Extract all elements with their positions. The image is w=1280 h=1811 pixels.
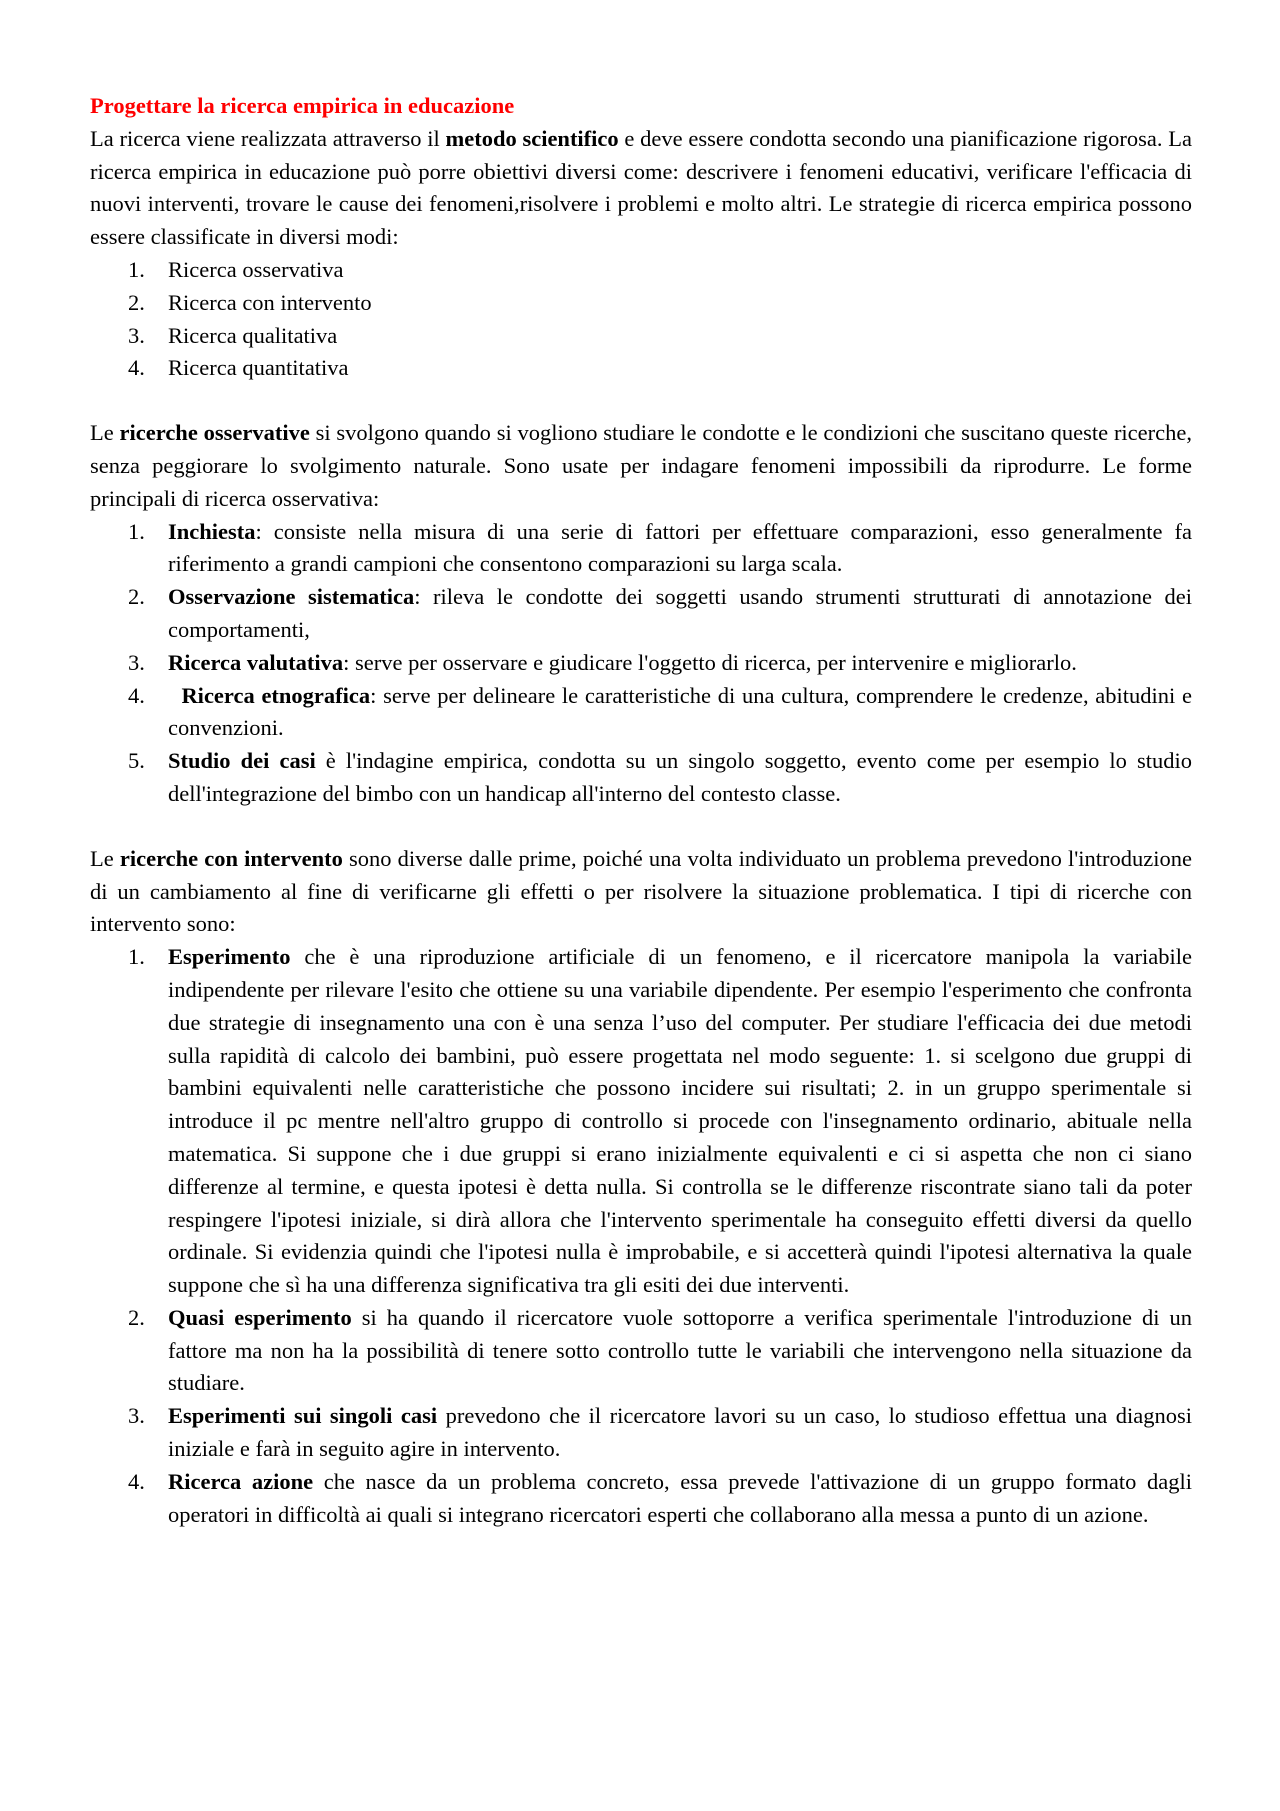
list-item: 5. Studio dei casi è l'indagine empirica, condotta su un singolo soggetto, evento come per esempio lo studio dell'integrazione del bimbo con un handicap all'interno del contesto classe.	[128, 748, 1192, 806]
document-page	[90, 90, 1192, 1531]
paragraph-spacer	[90, 811, 1192, 843]
paragraph-spacer	[90, 385, 1192, 417]
observational-bold-term: ricerche osservative	[119, 420, 310, 446]
list-item: 3. Esperimenti sui singoli casi prevedono che il ricercatore lavori su un caso, lo studioso effettua una diagnosi iniziale e farà in seguito agire in intervento.	[128, 1403, 1192, 1462]
observational-list	[90, 516, 1192, 811]
list-item: 1. Esperimento che è una riproduzione artificiale di un fenomeno, e il ricercatore manipola la variabile indipendente per rilevare l'esito che ottiene su una variabile dipendente. Per esempio l'esperimento che confronta due strategie di insegnamento una con è una senza l’uso del computer. Per studiare l'efficacia dei due metodi sulla rapidità di calcolo dei bambini, può essere progettata nel modo seguente: 1. si scelgono due gruppi di bambini equivalenti nelle caratteristiche che possono incidere sui risultati; 2. in un gruppo sperimentale si introduce il pc mentre nell'altro gruppo di controllo si procede con l'insegnamento ordinario, abituale nella matematica. Si suppone che i due gruppi si erano inizialmente equivalenti e ci si aspetta che non ci siano differenze al termine, e questa ipotesi è detta nulla. Si controlla se le differenze riscontrate siano tali da poter respingere l'ipotesi iniziale, si dirà allora che l'intervento sperimentale ha conseguito effetti diversi da quello ordinale. Si evidenzia quindi che l'ipotesi nulla è improbabile, e si accetterà quindi l'ipotesi alternativa la quale suppone che sì ha una differenza significativa tra gli esiti dei due interventi.	[128, 944, 1192, 1298]
list-item: 2. Quasi esperimento si ha quando il ricercatore vuole sottoporre a verifica sperimentale l'introduzione di un fattore ma non ha la possibilità di tenere sotto controllo tutte le variabili che intervengono nella situazione da studiare.	[128, 1304, 1192, 1396]
list-item: 2. Osservazione sistematica: rileva le condotte dei soggetti usando strumenti strutturati di annotazione dei comportamenti,	[128, 584, 1192, 642]
list-item: 3. Ricerca valutativa: serve per osservare e giudicare l'oggetto di ricerca, per intervenire e migliorarlo.	[128, 649, 1077, 675]
list-item: 1. Inchiesta: consiste nella misura di una serie di fattori per effettuare comparazioni, esso generalmente fa riferimento a grandi campioni che consentono comparazioni su larga scala.	[128, 518, 1192, 577]
list-item: 4. Ricerca etnografica: serve per delineare le caratteristiche di una cultura, comprendere le credenze, abitudini e convenzioni.	[128, 682, 1193, 741]
list-item: 2. Ricerca con intervento	[128, 289, 372, 315]
intervention-paragraph: Le ricerche con intervento sono diverse dalle prime, poiché una volta individuato un problema prevedono l'introduzione di un cambiamento al fine di verificarne gli effetti o per risolvere la situazione problematica. I tipi di ricerche con intervento sono:	[90, 845, 1192, 937]
list-item: 1. Ricerca osservativa	[128, 256, 344, 282]
intro-paragraph: La ricerca viene realizzata attraverso il metodo scientifico e deve essere condotta secondo una pianificazione rigorosa. La ricerca empirica in educazione può porre obiettivi diversi come: descrivere i fenomeni educativi, verificare l'efficacia di nuovi interventi, trovare le cause dei fenomeni,risolvere i problemi e molto altri. Le strategie di ricerca empirica possono essere classificate in diversi modi:	[90, 125, 1192, 250]
intro-list	[90, 254, 1192, 385]
intervention-list	[90, 941, 1192, 1531]
list-item: 3. Ricerca qualitativa	[128, 322, 338, 348]
intervention-bold-term: ricerche con intervento	[119, 845, 343, 871]
document-title: Progettare la ricerca empirica in educazione	[90, 93, 515, 118]
intro-bold-term: metodo scientifico	[445, 125, 619, 151]
list-item: 4. Ricerca quantitativa	[128, 355, 349, 381]
observational-paragraph: Le ricerche osservative si svolgono quando si vogliono studiare le condotte e le condizioni che suscitano queste ricerche, senza peggiorare lo svolgimento naturale. Sono usate per indagare fenomeni impossibili da riprodurre. Le forme principali di ricerca osservativa:	[90, 420, 1192, 511]
list-item: 4. Ricerca azione che nasce da un problema concreto, essa prevede l'attivazione di un gruppo formato dagli operatori in difficoltà ai quali si integrano ricercatori esperti che collaborano alla messa a punto di un azione.	[128, 1468, 1193, 1527]
